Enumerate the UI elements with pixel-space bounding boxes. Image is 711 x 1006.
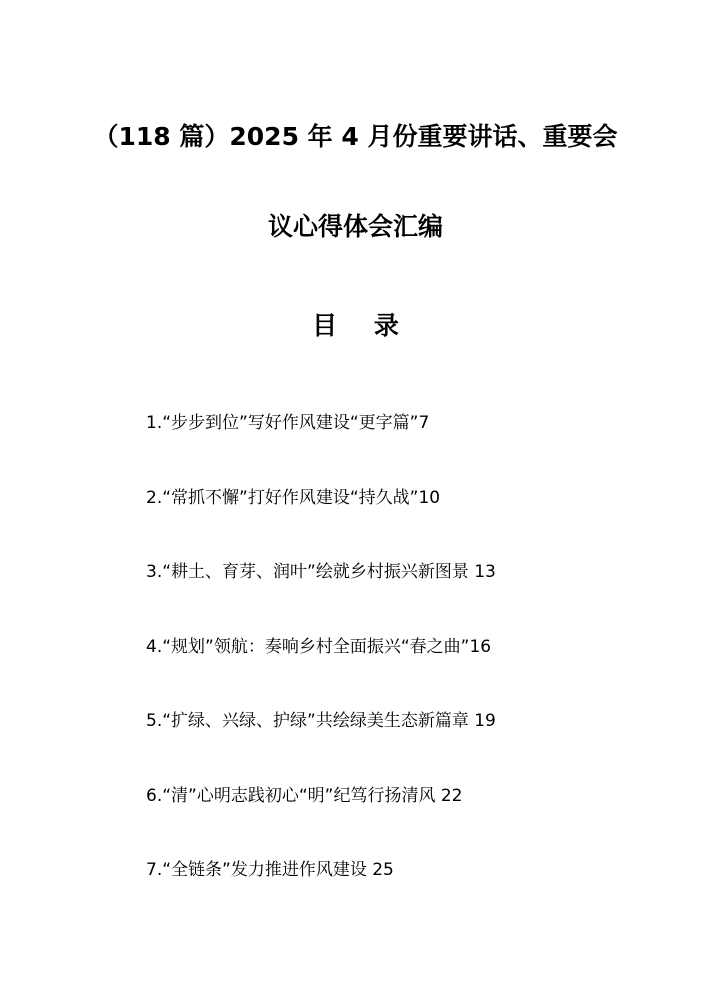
toc-heading: 目 录 (312, 311, 413, 340)
toc-entry[interactable]: 5.“扩绿、兴绿、护绿”共绘绿美生态新篇章 19 (146, 711, 496, 731)
toc-entry[interactable]: 6.“清”心明志践初心“明”纪笃行扬清风 22 (146, 786, 463, 806)
toc-entry[interactable]: 3.“耕土、育芽、润叶”绘就乡村振兴新图景 13 (146, 562, 496, 582)
document-title-line-1: （118 篇）2025 年 4 月份重要讲话、重要会 (93, 122, 618, 151)
document-title-line-2: 议心得体会汇编 (267, 212, 443, 241)
toc-entry[interactable]: 2.“常抓不懈”打好作风建设“持久战”10 (146, 488, 441, 508)
toc-entry[interactable]: 7.“全链条”发力推进作风建设 25 (146, 860, 394, 880)
toc-entry[interactable]: 1.“步步到位”写好作风建设“更字篇”7 (146, 413, 430, 433)
toc-entry[interactable]: 4.“规划”领航：奏响乡村全面振兴“春之曲”16 (146, 637, 492, 657)
